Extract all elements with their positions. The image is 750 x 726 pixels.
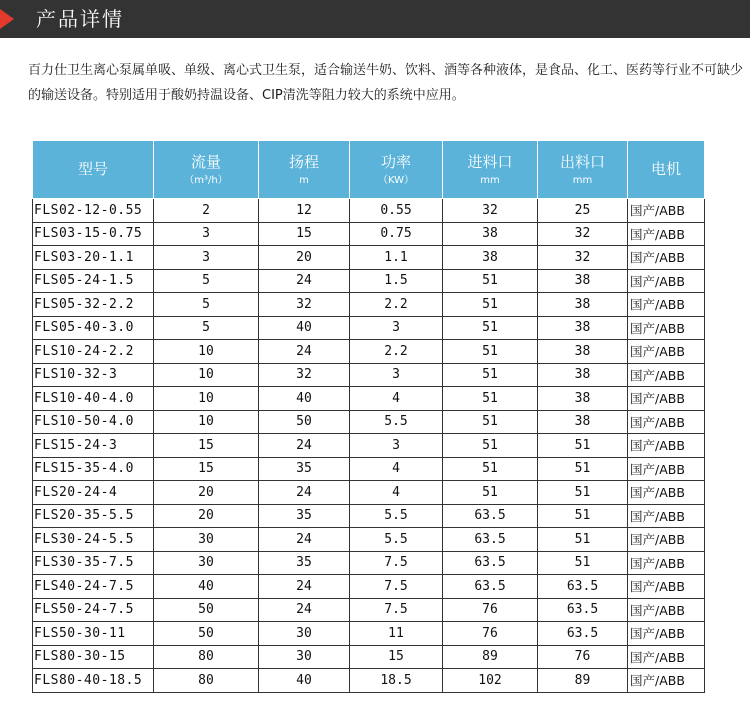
cell-inlet: 51 bbox=[443, 269, 538, 293]
cell-head: 40 bbox=[259, 387, 350, 411]
cell-inlet: 63.5 bbox=[443, 504, 538, 528]
cell-inlet: 51 bbox=[443, 481, 538, 505]
cell-head: 24 bbox=[259, 575, 350, 599]
cell-power: 7.5 bbox=[350, 598, 443, 622]
table-row bbox=[33, 504, 705, 528]
cell-outlet: 38 bbox=[538, 293, 628, 317]
cell-flow: 80 bbox=[154, 669, 259, 693]
product-intro: 百力仕卫生离心泵属单吸、单级、离心式卫生泵，适合输送牛奶、饮料、酒等各种液体，是食品、化工、医药等行业不可缺少的输送设备。特别适用于酸奶持温设备、CIP清洗等阻力较大的系统中应用。 bbox=[28, 63, 744, 103]
header-accent-marker bbox=[0, 9, 14, 29]
table-row bbox=[33, 575, 705, 599]
cell-outlet: 38 bbox=[538, 269, 628, 293]
cell-model: FLS10-24-2.2 bbox=[33, 340, 154, 364]
cell-model: FLS05-24-1.5 bbox=[33, 269, 154, 293]
cell-head: 40 bbox=[259, 669, 350, 693]
cell-inlet: 51 bbox=[443, 387, 538, 411]
cell-head: 24 bbox=[259, 481, 350, 505]
cell-inlet: 51 bbox=[443, 293, 538, 317]
cell-motor: 国产/ABB bbox=[628, 246, 705, 270]
table-row bbox=[33, 669, 705, 693]
cell-inlet: 63.5 bbox=[443, 551, 538, 575]
cell-head: 24 bbox=[259, 434, 350, 458]
col-header-head: 扬程 m bbox=[259, 141, 350, 199]
table-row bbox=[33, 316, 705, 340]
cell-flow: 80 bbox=[154, 645, 259, 669]
cell-power: 11 bbox=[350, 622, 443, 646]
cell-power: 5.5 bbox=[350, 504, 443, 528]
cell-head: 24 bbox=[259, 528, 350, 552]
table-row bbox=[33, 222, 705, 246]
col-header-outlet: 出料口 mm bbox=[538, 141, 628, 199]
cell-power: 4 bbox=[350, 457, 443, 481]
cell-model: FLS10-50-4.0 bbox=[33, 410, 154, 434]
cell-motor: 国产/ABB bbox=[628, 622, 705, 646]
cell-head: 32 bbox=[259, 363, 350, 387]
cell-flow: 20 bbox=[154, 481, 259, 505]
spec-table bbox=[32, 140, 705, 693]
cell-model: FLS80-40-18.5 bbox=[33, 669, 154, 693]
cell-power: 7.5 bbox=[350, 551, 443, 575]
cell-head: 20 bbox=[259, 246, 350, 270]
cell-flow: 10 bbox=[154, 340, 259, 364]
cell-inlet: 51 bbox=[443, 340, 538, 364]
table-row bbox=[33, 363, 705, 387]
cell-flow: 20 bbox=[154, 504, 259, 528]
cell-inlet: 38 bbox=[443, 246, 538, 270]
col-header-motor: 电机 bbox=[628, 141, 705, 199]
cell-power: 2.2 bbox=[350, 293, 443, 317]
table-row bbox=[33, 645, 705, 669]
cell-model: FLS10-40-4.0 bbox=[33, 387, 154, 411]
cell-head: 24 bbox=[259, 598, 350, 622]
cell-outlet: 32 bbox=[538, 246, 628, 270]
table-row bbox=[33, 269, 705, 293]
cell-power: 1.5 bbox=[350, 269, 443, 293]
cell-head: 35 bbox=[259, 457, 350, 481]
cell-head: 40 bbox=[259, 316, 350, 340]
cell-outlet: 51 bbox=[538, 528, 628, 552]
table-header-row bbox=[33, 141, 705, 199]
cell-motor: 国产/ABB bbox=[628, 340, 705, 364]
cell-inlet: 63.5 bbox=[443, 575, 538, 599]
cell-flow: 3 bbox=[154, 246, 259, 270]
cell-inlet: 51 bbox=[443, 316, 538, 340]
table-row bbox=[33, 598, 705, 622]
table-row bbox=[33, 199, 705, 223]
cell-outlet: 51 bbox=[538, 551, 628, 575]
cell-outlet: 76 bbox=[538, 645, 628, 669]
cell-head: 32 bbox=[259, 293, 350, 317]
cell-power: 4 bbox=[350, 481, 443, 505]
cell-motor: 国产/ABB bbox=[628, 457, 705, 481]
cell-inlet: 32 bbox=[443, 199, 538, 223]
cell-motor: 国产/ABB bbox=[628, 575, 705, 599]
cell-flow: 5 bbox=[154, 293, 259, 317]
cell-power: 7.5 bbox=[350, 575, 443, 599]
cell-model: FLS03-15-0.75 bbox=[33, 222, 154, 246]
table-row bbox=[33, 551, 705, 575]
cell-outlet: 38 bbox=[538, 387, 628, 411]
cell-inlet: 63.5 bbox=[443, 528, 538, 552]
cell-model: FLS15-35-4.0 bbox=[33, 457, 154, 481]
cell-flow: 50 bbox=[154, 598, 259, 622]
cell-model: FLS30-24-5.5 bbox=[33, 528, 154, 552]
table-row bbox=[33, 528, 705, 552]
cell-model: FLS05-32-2.2 bbox=[33, 293, 154, 317]
cell-inlet: 51 bbox=[443, 434, 538, 458]
cell-inlet: 102 bbox=[443, 669, 538, 693]
table-row bbox=[33, 457, 705, 481]
cell-model: FLS40-24-7.5 bbox=[33, 575, 154, 599]
cell-flow: 5 bbox=[154, 316, 259, 340]
cell-power: 2.2 bbox=[350, 340, 443, 364]
table-row bbox=[33, 622, 705, 646]
cell-power: 5.5 bbox=[350, 528, 443, 552]
cell-motor: 国产/ABB bbox=[628, 199, 705, 223]
col-header-model: 型号 bbox=[33, 141, 154, 199]
cell-head: 24 bbox=[259, 340, 350, 364]
cell-power: 15 bbox=[350, 645, 443, 669]
table-row bbox=[33, 293, 705, 317]
cell-flow: 50 bbox=[154, 622, 259, 646]
cell-flow: 2 bbox=[154, 199, 259, 223]
cell-flow: 5 bbox=[154, 269, 259, 293]
cell-flow: 10 bbox=[154, 363, 259, 387]
col-header-power: 功率 （KW） bbox=[350, 141, 443, 199]
section-title: 产品详情 bbox=[36, 7, 124, 31]
cell-flow: 15 bbox=[154, 457, 259, 481]
cell-model: FLS20-24-4 bbox=[33, 481, 154, 505]
cell-motor: 国产/ABB bbox=[628, 316, 705, 340]
cell-head: 30 bbox=[259, 622, 350, 646]
cell-head: 35 bbox=[259, 551, 350, 575]
cell-inlet: 51 bbox=[443, 410, 538, 434]
cell-model: FLS03-20-1.1 bbox=[33, 246, 154, 270]
cell-motor: 国产/ABB bbox=[628, 645, 705, 669]
cell-model: FLS50-24-7.5 bbox=[33, 598, 154, 622]
cell-outlet: 51 bbox=[538, 457, 628, 481]
cell-inlet: 76 bbox=[443, 598, 538, 622]
cell-model: FLS30-35-7.5 bbox=[33, 551, 154, 575]
cell-motor: 国产/ABB bbox=[628, 269, 705, 293]
cell-flow: 3 bbox=[154, 222, 259, 246]
cell-outlet: 89 bbox=[538, 669, 628, 693]
cell-motor: 国产/ABB bbox=[628, 363, 705, 387]
cell-head: 24 bbox=[259, 269, 350, 293]
cell-head: 30 bbox=[259, 645, 350, 669]
cell-model: FLS02-12-0.55 bbox=[33, 199, 154, 223]
cell-outlet: 25 bbox=[538, 199, 628, 223]
cell-outlet: 51 bbox=[538, 481, 628, 505]
cell-inlet: 51 bbox=[443, 457, 538, 481]
table-row bbox=[33, 387, 705, 411]
cell-outlet: 38 bbox=[538, 410, 628, 434]
cell-outlet: 38 bbox=[538, 340, 628, 364]
cell-power: 3 bbox=[350, 363, 443, 387]
cell-motor: 国产/ABB bbox=[628, 293, 705, 317]
cell-model: FLS50-30-11 bbox=[33, 622, 154, 646]
cell-inlet: 76 bbox=[443, 622, 538, 646]
cell-outlet: 38 bbox=[538, 363, 628, 387]
cell-flow: 30 bbox=[154, 551, 259, 575]
cell-flow: 10 bbox=[154, 410, 259, 434]
table-row bbox=[33, 246, 705, 270]
cell-head: 15 bbox=[259, 222, 350, 246]
col-header-flow: 流量 （m³/h） bbox=[154, 141, 259, 199]
cell-model: FLS10-32-3 bbox=[33, 363, 154, 387]
cell-flow: 30 bbox=[154, 528, 259, 552]
cell-motor: 国产/ABB bbox=[628, 410, 705, 434]
table-row bbox=[33, 434, 705, 458]
cell-motor: 国产/ABB bbox=[628, 669, 705, 693]
cell-outlet: 38 bbox=[538, 316, 628, 340]
cell-model: FLS15-24-3 bbox=[33, 434, 154, 458]
cell-flow: 40 bbox=[154, 575, 259, 599]
cell-power: 3 bbox=[350, 434, 443, 458]
table-row bbox=[33, 481, 705, 505]
cell-power: 5.5 bbox=[350, 410, 443, 434]
cell-model: FLS05-40-3.0 bbox=[33, 316, 154, 340]
cell-motor: 国产/ABB bbox=[628, 504, 705, 528]
cell-head: 50 bbox=[259, 410, 350, 434]
cell-flow: 15 bbox=[154, 434, 259, 458]
cell-motor: 国产/ABB bbox=[628, 598, 705, 622]
cell-outlet: 51 bbox=[538, 434, 628, 458]
cell-head: 12 bbox=[259, 199, 350, 223]
cell-outlet: 63.5 bbox=[538, 598, 628, 622]
cell-motor: 国产/ABB bbox=[628, 222, 705, 246]
cell-motor: 国产/ABB bbox=[628, 434, 705, 458]
cell-head: 35 bbox=[259, 504, 350, 528]
cell-power: 18.5 bbox=[350, 669, 443, 693]
cell-model: FLS20-35-5.5 bbox=[33, 504, 154, 528]
cell-inlet: 38 bbox=[443, 222, 538, 246]
cell-inlet: 51 bbox=[443, 363, 538, 387]
cell-power: 1.1 bbox=[350, 246, 443, 270]
cell-outlet: 63.5 bbox=[538, 622, 628, 646]
cell-outlet: 32 bbox=[538, 222, 628, 246]
table-row bbox=[33, 340, 705, 364]
cell-power: 0.75 bbox=[350, 222, 443, 246]
cell-outlet: 51 bbox=[538, 504, 628, 528]
col-header-inlet: 进料口 mm bbox=[443, 141, 538, 199]
cell-motor: 国产/ABB bbox=[628, 387, 705, 411]
cell-power: 0.55 bbox=[350, 199, 443, 223]
cell-flow: 10 bbox=[154, 387, 259, 411]
table-row bbox=[33, 410, 705, 434]
cell-motor: 国产/ABB bbox=[628, 551, 705, 575]
cell-motor: 国产/ABB bbox=[628, 528, 705, 552]
cell-power: 3 bbox=[350, 316, 443, 340]
cell-outlet: 63.5 bbox=[538, 575, 628, 599]
cell-power: 4 bbox=[350, 387, 443, 411]
section-header bbox=[0, 0, 750, 38]
cell-inlet: 89 bbox=[443, 645, 538, 669]
cell-motor: 国产/ABB bbox=[628, 481, 705, 505]
cell-model: FLS80-30-15 bbox=[33, 645, 154, 669]
